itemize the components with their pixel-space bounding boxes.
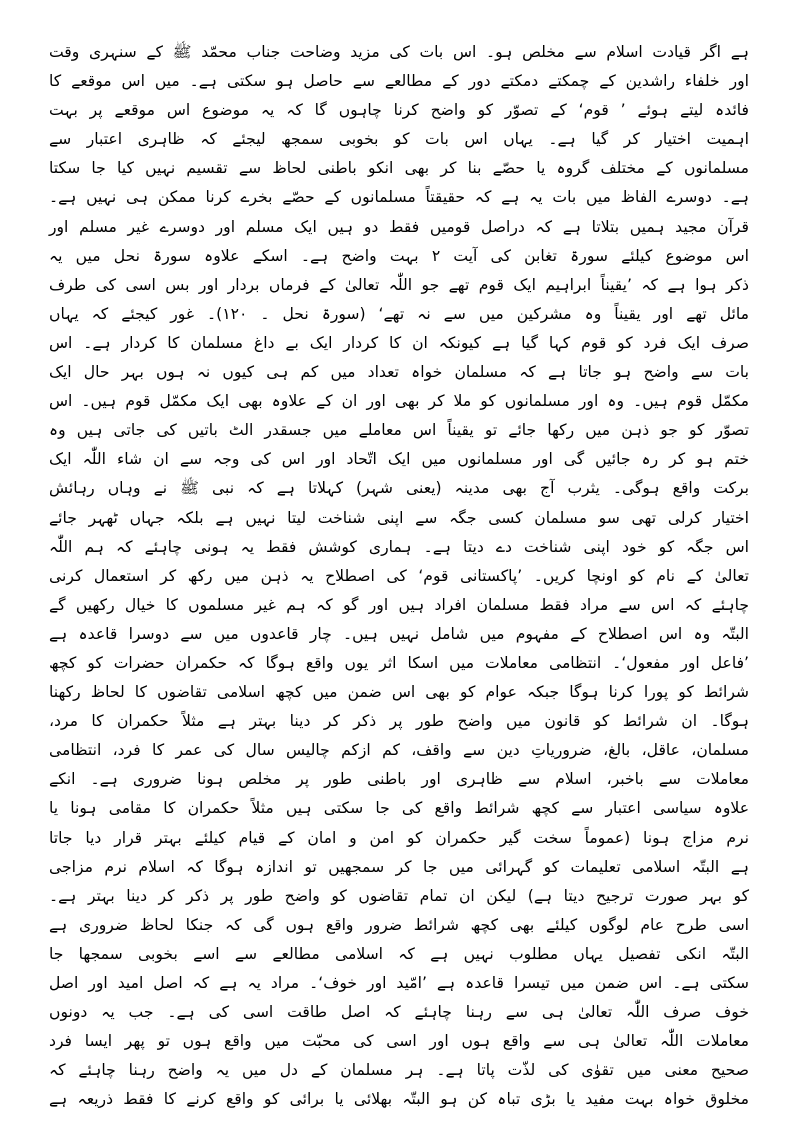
text-line: مسلمان، عاقل، بالغ، ضروریاتِ دین سے واقف، کم ازکم چالیس سال کی عمر کا فرد، انتظامی <box>49 741 749 760</box>
document-page <box>49 38 749 1109</box>
text-line: اہمیت اختیار کر گیا ہے۔ یہاں اس بات کو بخوبی سمجھ لیجئے کہ ظاہری اعتبار سے <box>49 130 749 149</box>
text-line: البتّہ وہ اس اصطلاح کے مفہوم میں شامل نہیں ہیں۔ چار قاعدوں میں سے دوسرا قاعدہ ہے <box>49 624 749 643</box>
text-line: مکمّل قوم ہیں۔ وہ اور مسلمانوں کو ملا کر بھی اور ان کے علاوہ بھی ایک مکمّل قوم ہیں۔ اس <box>49 392 749 411</box>
text-line: سکتی ہے۔ اس ضمن میں تیسرا قاعدہ ہے ’امّید اور خوف‘۔ مراد یہ ہے کہ اصل امید اور اصل <box>49 974 749 992</box>
text-line: خوف صرف اللّٰہ تعالیٰ ہی سے رہنا چاہئے کہ اصل طاقت اسی کی ہے۔ جب یہ دونوں <box>49 1003 749 1022</box>
text-line: مسلمانوں کے مختلف گروہ یا حصّے بنا کر بھی انکو باطنی لحاظ سے تقسیم نہیں کیا جا سکتا <box>49 159 749 178</box>
text-line: مخلوق خواہ بہت مفید یا بڑی تباہ کن ہو البتّہ بھلائی یا برائی کو واقع کرنے کا فقط ذریعہ ہے <box>49 1090 749 1109</box>
text-line: برکت واقع ہوگی۔ یثرب آج بھی مدینہ (یعنی شہر) کہلاتا ہے کہ نبی ﷺ نے وہاں رہائش <box>49 479 749 498</box>
text-line: فائدہ لیتے ہوئے ’ قوم‘ کے تصوّر کو واضح کرنا چاہوں گا کہ یہ موضوع اس موقعے پر بہت <box>49 101 749 120</box>
text-line: ذکر ہوا ہے کہ ’یقیناً ابراہیم ایک قوم تھے جو اللّٰہ تعالیٰ کے فرماں بردار اور بس اسی کی طرف <box>49 275 749 294</box>
text-line: تصوّر کو جو ذہن میں رکھا جائے تو یقیناً اس معاملے میں جسقدر الٹ باتیں کی جاتی ہیں وہ <box>49 421 749 440</box>
text-line: صرف ایک فرد کو قوم کہا گیا ہے کیونکہ ان کا کردار ایک بے داغ مسلمان کا کردار ہے۔ اس <box>49 333 749 352</box>
text-line: ہے۔ دوسرے الفاظ میں بات یہ ہے کہ حقیقتاً مسلمانوں کے حصّے بخرے کرنا ممکن ہی نہیں ہے۔ <box>49 188 749 207</box>
text-line: اس موضوع کیلئے سورۃ تغابن کی آیت ۲ بہت واضح ہے۔ اسکے علاوہ سورۃ نحل میں یہ <box>49 246 749 265</box>
text-line: البتّہ انکی تفصیل یہاں مطلوب نہیں ہے کہ اسلامی مطالعے سے اسے بخوبی سمجھا جا <box>49 944 749 963</box>
text-line: کو بہر صورت ترجیح دیتا ہے) لیکن ان تمام تقاضوں کو واضح طور پر ذکر کر دینا بہتر ہے۔ <box>49 886 749 905</box>
text-line: ہے اگر قیادت اسلام سے مخلص ہو۔ اس بات کی مزید وضاحت جناب محمّد ﷺ کے سنہری وقت <box>49 43 749 61</box>
text-line: اور خلفاء راشدین کے چمکتے دمکتے دور کے مطالعے سے حاصل ہو سکتی ہے۔ میں اس موقعے کا <box>49 72 749 91</box>
text-line: اختیار کرلی تھی سو مسلمان کسی جگہ سے اپنی شناخت لیتا نہیں ہے بلکہ جہاں ٹھہر جائے <box>49 508 749 527</box>
text-line: ہوگا۔ ان شرائط کو قانون میں واضح طور پر ذکر کر دینا بہتر ہے مثلاً حکمران کا مرد، <box>49 712 749 731</box>
text-line: اسی طرح عام لوگوں کیلئے بھی کچھ شرائط ضرور واقع ہوں گی کہ جنکا لحاظ ضروری ہے <box>49 915 749 934</box>
text-line: ’فاعل اور مفعول‘۔ انتظامی معاملات میں اسکا اثر یوں واقع ہوگا کہ حکمران حضرات کو کچھ <box>49 653 749 672</box>
text-line: ہے البتّہ اسلامی تعلیمات کو گہرائی میں جا کر سمجھیں تو اندازہ ہوگا کہ اسلام نرم مزاجی <box>49 857 749 876</box>
text-line: نرم مزاج ہونا (عموماً سخت گیر حکمران کو امن و امان کے قیام کیلئے بہتر قرار دیا جاتا <box>49 828 749 847</box>
text-line: چاہئے کہ اس سے مراد فقط مسلمان افراد ہیں اور گو کہ ہم غیر مسلموں کا خیال رکھیں گے <box>49 595 749 614</box>
text-line: شرائط کو پورا کرنا ہوگا جبکہ عوام کو بھی اس ضمن میں کچھ اسلامی تقاضوں کا لحاظ رکھنا <box>49 683 749 702</box>
text-line: تعالیٰ کے نام کو اونچا کریں۔ ’پاکستانی قوم‘ کی اصطلاح یہ ذہن میں رکھ کر استعمال کرنی <box>49 566 749 585</box>
text-line: مائل تھے اور یقیناً وہ مشرکین میں سے نہ تھے‘ (سورۃ نحل ۔ ۱۲۰)۔ غور کیجئے کہ یہاں <box>49 304 749 323</box>
text-line: علاوہ سیاسی اعتبار سے کچھ شرائط واقع کی جا سکتی ہیں مثلاً حکمران کا مقامی ہونا یا <box>49 799 749 818</box>
text-line: معاملات اللّٰہ تعالیٰ ہی سے واقع ہوں اور اسی کی محبّت میں واقع ہوں تو پھر ایسا فرد <box>49 1032 749 1051</box>
text-line: بات سے واضح ہو جاتا ہے کہ مسلمان خواہ تعداد میں کم ہی کیوں نہ ہوں بہر حال ایک <box>49 363 749 382</box>
text-line: ختم ہو کر رہ جائیں گی اور مسلمانوں میں ایک اتّحاد اور اس کی وجہ سے ان شاء اللّٰہ ایک <box>49 450 749 469</box>
text-line: صحیح معنی میں تقوٰی کی لذّت پاتا ہے۔ ہر مسلمان کے دل میں یہ واضح رہنا چاہئے کہ <box>49 1061 749 1080</box>
text-line: اس جگہ کو خود اپنی شناخت دے دیتا ہے۔ ہماری کوشش فقط یہ ہونی چاہئے کہ ہم اللّٰہ <box>49 537 749 556</box>
text-line: قرآن مجید ہمیں بتلاتا ہے کہ دراصل قومیں فقط دو ہیں ایک مسلم اور دوسرے غیر مسلم اور <box>49 217 749 236</box>
text-line: معاملات سے باخبر، اسلام سے ظاہری اور باطنی طور پر مخلص ہونا ضروری ہے۔ انکے <box>49 770 749 789</box>
